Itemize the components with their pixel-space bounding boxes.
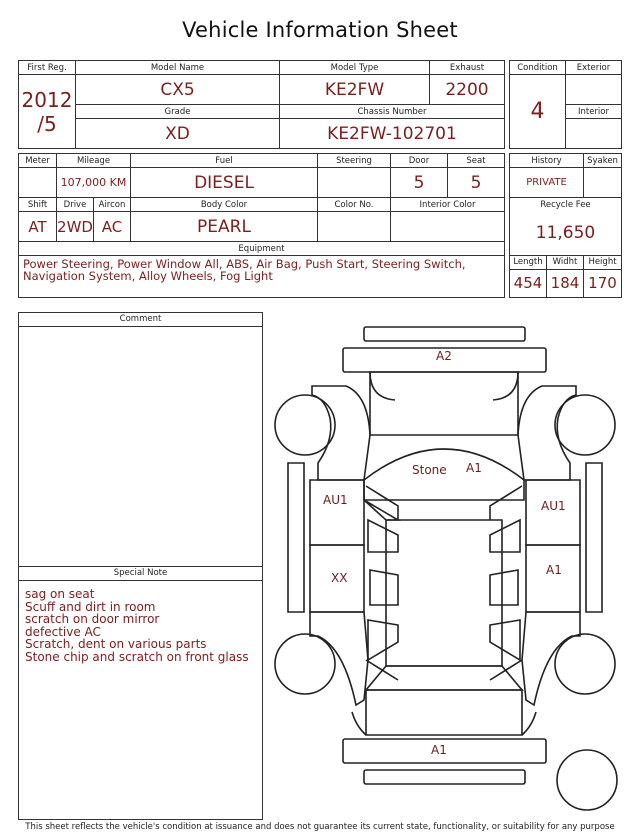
aircon-label: Aircon (94, 198, 131, 212)
mileage-label: Mileage (57, 154, 131, 168)
shift-label: Shift (19, 198, 57, 212)
syaken-label: Syaken (584, 154, 622, 168)
width-label: Widht (547, 255, 584, 269)
body-color-label: Body Color (131, 198, 318, 212)
interior-value (566, 119, 622, 149)
history-label: History (510, 154, 584, 168)
length-value: 454 (510, 269, 547, 297)
color-no-value (318, 212, 391, 242)
comment-value (19, 327, 262, 339)
history-value: PRIVATE (510, 168, 584, 198)
aircon-value: AC (94, 212, 131, 242)
equipment-value: Power Steering, Power Window All, ABS, Air Bag, Push Start, Steering Switch, Navigation System, Alloy Wheels, Fog Light (19, 256, 505, 298)
chassis-label: Chassis Number (280, 105, 505, 119)
mark-left-front-door: AU1 (323, 493, 348, 507)
comment-box (18, 312, 263, 568)
model-type-label: Model Type (280, 61, 430, 75)
body-color-value: PEARL (131, 212, 318, 242)
interior-label: Interior (566, 105, 622, 119)
interior-color-value (391, 212, 505, 242)
length-label: Length (510, 255, 547, 269)
mark-hood-top: A2 (436, 349, 452, 363)
comment-label: Comment (19, 313, 262, 327)
recycle-fee-label: Recycle Fee (510, 198, 622, 212)
special-note-line: defective AC (25, 624, 101, 639)
middle-info-table (18, 153, 505, 298)
fuel-label: Fuel (131, 154, 318, 168)
sheet-title: Vehicle Information Sheet (182, 18, 458, 42)
first-reg-value: 2012 /5 (19, 75, 76, 149)
condition-table (509, 60, 622, 149)
exhaust-value: 2200 (430, 75, 505, 105)
exhaust-label: Exhaust (430, 61, 505, 75)
exterior-value (566, 75, 622, 105)
mark-rear-bumper: A1 (431, 743, 447, 757)
grade-value: XD (76, 119, 280, 149)
door-label: Door (391, 154, 448, 168)
mark-windshield-stone: Stone (412, 463, 447, 477)
shift-value: AT (19, 212, 57, 242)
side-info-table (509, 153, 622, 298)
meter-value (19, 168, 57, 198)
seat-label: Seat (448, 154, 505, 168)
special-note-line: Scuff and dirt in room (25, 599, 156, 614)
seat-value: 5 (448, 168, 505, 198)
meter-label: Meter (19, 154, 57, 168)
chassis-value: KE2FW-102701 (280, 119, 505, 149)
model-name-label: Model Name (76, 61, 280, 75)
model-type-value: KE2FW (280, 75, 430, 105)
color-no-label: Color No. (318, 198, 391, 212)
height-value: 170 (584, 269, 622, 297)
drive-label: Drive (57, 198, 94, 212)
disclaimer-footer: This sheet reflects the vehicle's condition at issuance and does not guarantee its current state, functionality, or suitability for any purpose (25, 822, 615, 832)
special-note-line: sag on seat (25, 587, 95, 601)
recycle-fee-value: 11,650 (510, 211, 622, 255)
height-label: Height (584, 255, 622, 269)
condition-value: 4 (510, 75, 566, 149)
fuel-value: DIESEL (131, 168, 318, 198)
steering-label: Steering (318, 154, 391, 168)
special-note-box (18, 566, 263, 820)
grade-label: Grade (76, 105, 280, 119)
equipment-label: Equipment (19, 242, 505, 256)
mileage-value: 107,000 KM (57, 168, 131, 198)
door-value: 5 (391, 168, 448, 198)
condition-label: Condition (510, 61, 566, 75)
special-note-label: Special Note (19, 567, 262, 581)
mark-left-rear-door: XX (331, 571, 348, 585)
width-value: 184 (547, 269, 584, 297)
syaken-value (584, 168, 622, 198)
model-name-value: CX5 (76, 75, 280, 105)
exterior-label: Exterior (566, 61, 622, 75)
special-note-line: Scratch, dent on various parts (25, 637, 207, 652)
mark-right-rear-door: A1 (546, 563, 562, 577)
car-damage-diagram (266, 318, 640, 818)
mark-right-front-door: AU1 (541, 499, 566, 513)
mark-windshield-a1: A1 (466, 461, 482, 475)
special-note-line: Stone chip and scratch on front glass (25, 649, 249, 664)
interior-color-label: Interior Color (391, 198, 505, 212)
top-info-table (18, 60, 505, 149)
drive-value: 2WD (57, 212, 94, 242)
steering-value (318, 168, 391, 198)
special-note-line: scratch on door mirror (25, 612, 160, 627)
first-reg-label: First Reg. (19, 61, 76, 75)
